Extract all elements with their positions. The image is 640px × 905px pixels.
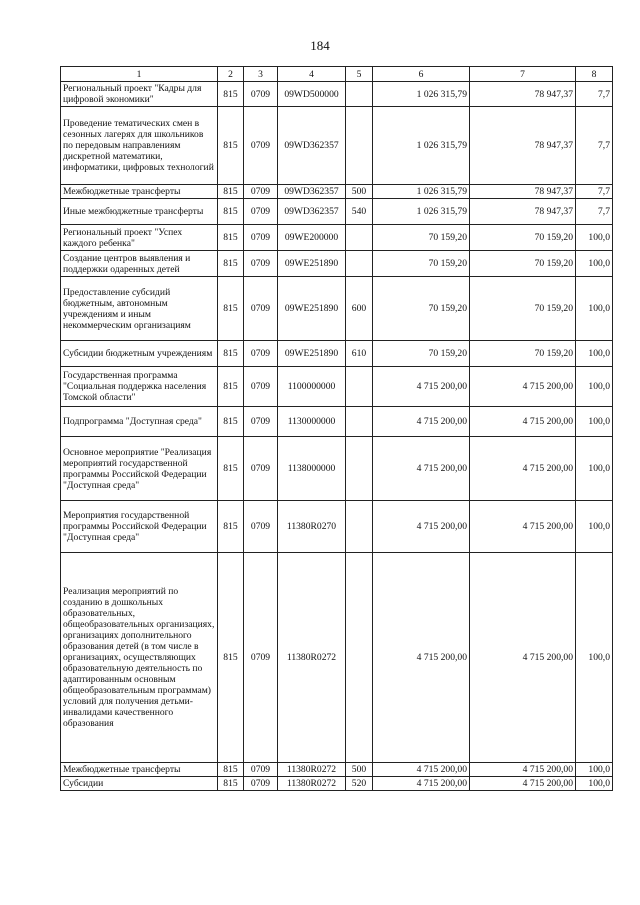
cell-expense-type: 520 [346,777,373,791]
cell-target-code: 11380R0272 [278,553,346,763]
cell-expense-type: 540 [346,199,373,225]
cell-plan-amount: 70 159,20 [373,225,470,251]
cell-admin-code: 815 [218,185,244,199]
cell-plan-amount: 70 159,20 [373,277,470,341]
cell-plan-amount: 4 715 200,00 [373,763,470,777]
cell-plan-amount: 70 159,20 [373,251,470,277]
table-header-row [61,67,613,82]
column-header: 3 [244,67,278,82]
cell-expense-type [346,107,373,185]
table-row [61,251,613,277]
cell-target-code: 1138000000 [278,437,346,501]
cell-target-code: 11380R0270 [278,501,346,553]
cell-expense-type [346,82,373,107]
cell-percent: 100,0 [576,501,613,553]
cell-actual-amount: 78 947,37 [470,107,576,185]
table-row [61,107,613,185]
cell-percent: 100,0 [576,777,613,791]
row-name: Межбюджетные трансферты [61,185,218,199]
cell-target-code: 1100000000 [278,367,346,407]
cell-expense-type: 500 [346,763,373,777]
cell-section-code: 0709 [244,82,278,107]
cell-section-code: 0709 [244,199,278,225]
cell-target-code: 1130000000 [278,407,346,437]
table-row [61,553,613,763]
cell-target-code: 09WD362357 [278,107,346,185]
budget-table [60,66,613,791]
cell-admin-code: 815 [218,341,244,367]
cell-plan-amount: 4 715 200,00 [373,367,470,407]
column-header: 7 [470,67,576,82]
cell-section-code: 0709 [244,251,278,277]
table-row [61,277,613,341]
table-row [61,501,613,553]
table-row [61,341,613,367]
cell-section-code: 0709 [244,763,278,777]
row-name: Реализация мероприятий по созданию в дошкольных образовательных, общеобразовательных организациях, организациях дополнительного образования детей (в том числе в организациях, осуществляющих образовательную деятельность по адаптированным основным общеобразовательным программам) условий для получения детьми-инвалидами качественного образования [61,553,218,763]
cell-expense-type: 610 [346,341,373,367]
cell-actual-amount: 4 715 200,00 [470,407,576,437]
cell-admin-code: 815 [218,437,244,501]
cell-percent: 100,0 [576,225,613,251]
cell-expense-type [346,501,373,553]
row-name: Межбюджетные трансферты [61,763,218,777]
cell-target-code: 11380R0272 [278,777,346,791]
column-header: 1 [61,67,218,82]
cell-percent: 100,0 [576,437,613,501]
cell-plan-amount: 4 715 200,00 [373,501,470,553]
column-header: 4 [278,67,346,82]
cell-admin-code: 815 [218,407,244,437]
cell-section-code: 0709 [244,553,278,763]
cell-admin-code: 815 [218,763,244,777]
table-row [61,82,613,107]
cell-percent: 7,7 [576,185,613,199]
row-name: Предоставление субсидий бюджетным, автономным учреждениям и иным некоммерческим организациям [61,277,218,341]
cell-percent: 100,0 [576,407,613,437]
column-header: 5 [346,67,373,82]
cell-actual-amount: 70 159,20 [470,341,576,367]
row-name: Иные межбюджетные трансферты [61,199,218,225]
cell-actual-amount: 4 715 200,00 [470,553,576,763]
cell-actual-amount: 70 159,20 [470,225,576,251]
table-row [61,407,613,437]
cell-actual-amount: 4 715 200,00 [470,763,576,777]
cell-percent: 7,7 [576,107,613,185]
cell-expense-type: 500 [346,185,373,199]
cell-admin-code: 815 [218,225,244,251]
cell-actual-amount: 4 715 200,00 [470,437,576,501]
row-name: Подпрограмма "Доступная среда" [61,407,218,437]
row-name: Субсидии [61,777,218,791]
cell-target-code: 09WD500000 [278,82,346,107]
cell-actual-amount: 4 715 200,00 [470,501,576,553]
cell-admin-code: 815 [218,277,244,341]
cell-plan-amount: 4 715 200,00 [373,407,470,437]
cell-section-code: 0709 [244,501,278,553]
cell-expense-type [346,251,373,277]
cell-target-code: 09WE251890 [278,277,346,341]
cell-expense-type [346,437,373,501]
row-name: Создание центров выявления и поддержки одаренных детей [61,251,218,277]
cell-section-code: 0709 [244,407,278,437]
cell-target-code: 09WE251890 [278,341,346,367]
cell-plan-amount: 4 715 200,00 [373,777,470,791]
cell-actual-amount: 78 947,37 [470,82,576,107]
cell-admin-code: 815 [218,251,244,277]
cell-admin-code: 815 [218,367,244,407]
table-row [61,367,613,407]
cell-admin-code: 815 [218,777,244,791]
cell-admin-code: 815 [218,107,244,185]
cell-actual-amount: 78 947,37 [470,199,576,225]
cell-plan-amount: 1 026 315,79 [373,185,470,199]
cell-section-code: 0709 [244,185,278,199]
cell-admin-code: 815 [218,553,244,763]
cell-actual-amount: 78 947,37 [470,185,576,199]
table-row [61,185,613,199]
table-row [61,437,613,501]
cell-plan-amount: 1 026 315,79 [373,199,470,225]
cell-percent: 7,7 [576,199,613,225]
column-header: 2 [218,67,244,82]
cell-percent: 100,0 [576,553,613,763]
cell-expense-type [346,553,373,763]
cell-admin-code: 815 [218,199,244,225]
column-header: 6 [373,67,470,82]
table-row [61,225,613,251]
cell-percent: 100,0 [576,251,613,277]
cell-actual-amount: 4 715 200,00 [470,777,576,791]
cell-percent: 100,0 [576,763,613,777]
row-name: Проведение тематических смен в сезонных лагерях для школьников по передовым направлениям дискретной математики, информатики, цифровых технологий [61,107,218,185]
cell-expense-type: 600 [346,277,373,341]
cell-target-code: 09WD362357 [278,199,346,225]
row-name: Региональный проект "Успех каждого ребенка" [61,225,218,251]
cell-percent: 100,0 [576,367,613,407]
cell-actual-amount: 4 715 200,00 [470,367,576,407]
cell-section-code: 0709 [244,225,278,251]
cell-target-code: 09WD362357 [278,185,346,199]
table-row [61,763,613,777]
cell-percent: 100,0 [576,341,613,367]
cell-target-code: 09WE251890 [278,251,346,277]
cell-plan-amount: 1 026 315,79 [373,82,470,107]
cell-admin-code: 815 [218,501,244,553]
cell-expense-type [346,367,373,407]
row-name: Мероприятия государственной программы Российской Федерации "Доступная среда" [61,501,218,553]
cell-section-code: 0709 [244,341,278,367]
cell-actual-amount: 70 159,20 [470,277,576,341]
cell-section-code: 0709 [244,437,278,501]
cell-section-code: 0709 [244,367,278,407]
cell-expense-type [346,407,373,437]
cell-section-code: 0709 [244,107,278,185]
cell-target-code: 11380R0272 [278,763,346,777]
cell-expense-type [346,225,373,251]
row-name: Основное мероприятие "Реализация мероприятий государственной программы Российской Федерации "Доступная среда" [61,437,218,501]
page-number: 184 [310,38,330,53]
cell-section-code: 0709 [244,777,278,791]
cell-actual-amount: 70 159,20 [470,251,576,277]
row-name: Региональный проект "Кадры для цифровой экономики" [61,82,218,107]
row-name: Субсидии бюджетным учреждениям [61,341,218,367]
table-row [61,199,613,225]
cell-plan-amount: 4 715 200,00 [373,437,470,501]
cell-section-code: 0709 [244,277,278,341]
column-header: 8 [576,67,613,82]
cell-plan-amount: 70 159,20 [373,341,470,367]
cell-plan-amount: 1 026 315,79 [373,107,470,185]
cell-percent: 7,7 [576,82,613,107]
cell-target-code: 09WE200000 [278,225,346,251]
row-name: Государственная программа "Социальная поддержка населения Томской области" [61,367,218,407]
cell-admin-code: 815 [218,82,244,107]
cell-plan-amount: 4 715 200,00 [373,553,470,763]
table-row [61,777,613,791]
cell-percent: 100,0 [576,277,613,341]
